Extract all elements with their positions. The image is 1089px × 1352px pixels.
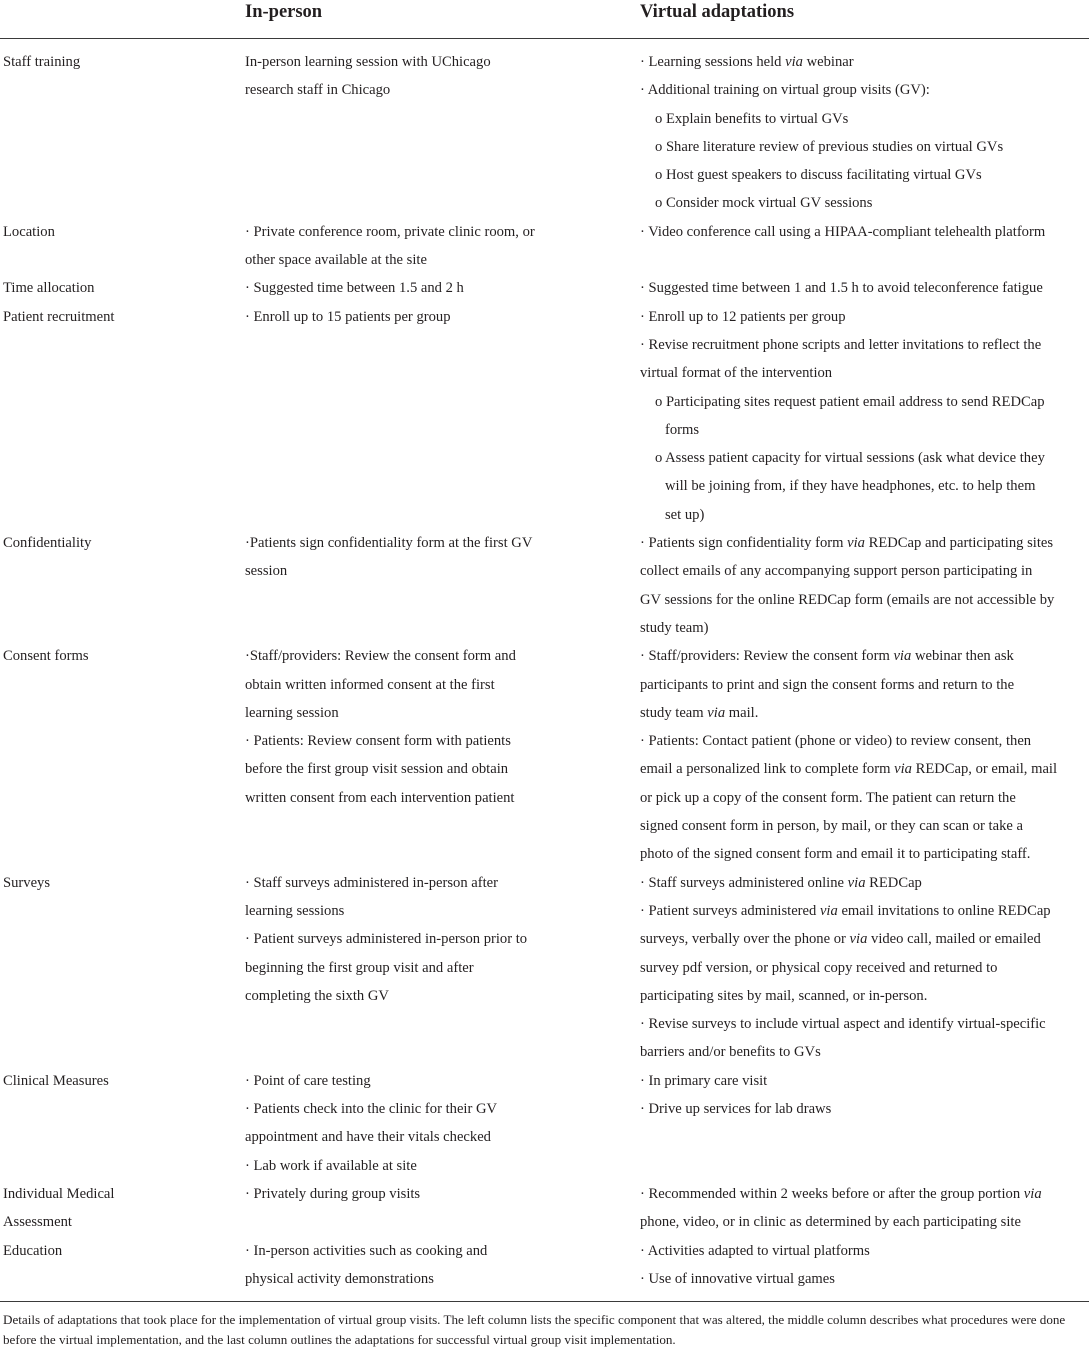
virtual-text bbox=[640, 1265, 1087, 1293]
virtual-text bbox=[640, 331, 1087, 359]
virtual-text bbox=[640, 501, 1087, 529]
component-cell bbox=[3, 1237, 223, 1265]
in-person-text: session bbox=[245, 563, 288, 580]
component-label: Confidentiality bbox=[3, 535, 92, 552]
virtual-text bbox=[640, 925, 1087, 953]
in-person-text: · Patient surveys administered in-person prior to bbox=[245, 931, 528, 948]
component-label: Consent forms bbox=[3, 648, 89, 665]
virtual-text-part: email a personalized link to complete form bbox=[640, 761, 895, 778]
virtual-cell bbox=[640, 869, 1087, 1067]
virtual-text bbox=[640, 840, 1087, 868]
virtual-text-part: · Learning sessions held bbox=[640, 54, 786, 70]
virtual-text-part: · Suggested time between 1 and 1.5 h to avoid teleconference fatigue bbox=[640, 280, 1043, 297]
virtual-text-part: · Enroll up to 12 patients per group bbox=[640, 308, 846, 325]
virtual-text-emphasis: via bbox=[893, 648, 912, 665]
in-person-text: · Privately during group visits bbox=[245, 1186, 421, 1202]
component-label: Individual Medical bbox=[3, 1186, 115, 1202]
in-person-text: obtain written informed consent at the first bbox=[245, 676, 495, 693]
virtual-text-part: · Video conference call using a HIPAA-compliant telehealth platform bbox=[640, 223, 1046, 240]
in-person-text: · Patients check into the clinic for their GV bbox=[245, 1101, 498, 1118]
virtual-text bbox=[640, 954, 1087, 982]
in-person-cell bbox=[245, 642, 615, 812]
in-person-text: ·Staff/providers: Review the consent form and bbox=[245, 648, 516, 665]
virtual-text-part: · Patients: Contact patient (phone or video) to review consent, then bbox=[640, 733, 1032, 750]
component-label: Time allocation bbox=[3, 280, 95, 297]
virtual-text-part: set up) bbox=[665, 506, 705, 523]
virtual-text bbox=[640, 416, 1087, 444]
table-bottom-rule bbox=[0, 1301, 1089, 1302]
in-person-text: ·Patients sign confidentiality form at the first GV bbox=[245, 535, 533, 552]
virtual-text-part: collect emails of any accompanying support person participating in bbox=[640, 563, 1033, 580]
in-person-cell bbox=[245, 303, 615, 331]
virtual-text-part: o Consider mock virtual GV sessions bbox=[655, 195, 873, 212]
virtual-text-part: signed consent form in person, by mail, or they can scan or take a bbox=[640, 818, 1023, 835]
virtual-text-part: participants to print and sign the consent forms and return to the bbox=[640, 676, 1015, 693]
virtual-text bbox=[640, 812, 1087, 840]
virtual-text-part: study team) bbox=[640, 619, 709, 636]
virtual-text-part: survey pdf version, or physical copy received and returned to bbox=[640, 959, 998, 976]
virtual-text bbox=[640, 189, 1087, 217]
virtual-text-part: virtual format of the intervention bbox=[640, 365, 833, 382]
in-person-text: In-person learning session with UChicago bbox=[245, 54, 491, 70]
virtual-text-part: barriers and/or benefits to GVs bbox=[640, 1044, 821, 1061]
in-person-text: physical activity demonstrations bbox=[245, 1270, 434, 1287]
virtual-text-part: · Patients sign confidentiality form bbox=[640, 535, 848, 552]
virtual-text-emphasis: via bbox=[819, 902, 838, 919]
virtual-text-part: REDCap and participating sites bbox=[864, 535, 1054, 552]
virtual-text bbox=[640, 727, 1087, 755]
virtual-cell bbox=[640, 1237, 1087, 1294]
virtual-text bbox=[640, 76, 1087, 104]
virtual-text bbox=[640, 529, 1087, 557]
virtual-text bbox=[640, 218, 1087, 246]
virtual-text bbox=[640, 586, 1087, 614]
component-cell bbox=[3, 1067, 223, 1095]
virtual-text bbox=[640, 1208, 1087, 1236]
virtual-text-part: REDCap, or email, mail bbox=[911, 761, 1058, 778]
virtual-cell bbox=[640, 274, 1087, 302]
virtual-text bbox=[640, 784, 1087, 812]
in-person-text: · Private conference room, private clinic room, or bbox=[245, 223, 535, 240]
in-person-text: written consent from each intervention patient bbox=[245, 789, 515, 806]
virtual-text bbox=[640, 472, 1087, 500]
in-person-cell bbox=[245, 48, 615, 105]
component-cell bbox=[3, 1180, 223, 1237]
virtual-text-part: · Use of innovative virtual games bbox=[640, 1270, 835, 1287]
virtual-text bbox=[640, 557, 1087, 585]
table-header bbox=[0, 0, 1089, 39]
virtual-text bbox=[640, 1038, 1087, 1066]
virtual-text bbox=[640, 671, 1087, 699]
in-person-text: research staff in Chicago bbox=[245, 82, 391, 99]
component-label: Staff training bbox=[3, 54, 81, 70]
table-caption: Details of adaptations that took place for the implementation of virtual group visits. The left column lists the specific component that was altered, the middle column describes what procedures were done before the virtual implementation, and the last column outlines the adaptations for successful virtual group visit implementation. bbox=[3, 1312, 1066, 1347]
in-person-text: learning session bbox=[245, 704, 339, 721]
in-person-cell bbox=[245, 1180, 615, 1208]
virtual-cell bbox=[640, 48, 1087, 218]
virtual-text-part: study team bbox=[640, 704, 708, 721]
in-person-text: · Suggested time between 1.5 and 2 h bbox=[245, 280, 464, 297]
virtual-text bbox=[640, 105, 1087, 133]
component-cell bbox=[3, 642, 223, 670]
virtual-text-part: · Drive up services for lab draws bbox=[640, 1101, 832, 1118]
virtual-text-emphasis: via bbox=[707, 704, 726, 721]
virtual-text bbox=[640, 161, 1087, 189]
virtual-text-part: or pick up a copy of the consent form. The patient can return the bbox=[640, 789, 1016, 806]
in-person-text: · Point of care testing bbox=[245, 1072, 371, 1089]
virtual-text bbox=[640, 359, 1087, 387]
in-person-text: · Staff surveys administered in-person after bbox=[245, 874, 499, 891]
virtual-text-part: REDCap bbox=[865, 874, 922, 891]
virtual-text bbox=[640, 897, 1087, 925]
virtual-text bbox=[640, 388, 1087, 416]
virtual-text-emphasis: via bbox=[894, 761, 912, 778]
virtual-text-part: · Activities adapted to virtual platforms bbox=[640, 1242, 870, 1259]
virtual-text-part: surveys, verbally over the phone or bbox=[640, 931, 850, 948]
component-cell bbox=[3, 274, 223, 302]
virtual-text bbox=[640, 699, 1087, 727]
header-virtual-adaptations: Virtual adaptations bbox=[640, 2, 795, 22]
virtual-text bbox=[640, 614, 1087, 642]
in-person-text: before the first group visit session and obtain bbox=[245, 761, 509, 778]
virtual-text-emphasis: via bbox=[849, 931, 868, 948]
virtual-text bbox=[640, 1180, 1087, 1208]
virtual-text-part: · Staff surveys administered online bbox=[640, 874, 848, 891]
virtual-text-part: o Share literature review of previous studies on virtual GVs bbox=[655, 138, 1004, 155]
virtual-text-part: · Recommended within 2 weeks before or after the group portion bbox=[640, 1186, 1024, 1202]
virtual-text-part: email invitations to online REDCap bbox=[837, 902, 1051, 919]
in-person-text: beginning the first group visit and after bbox=[245, 959, 474, 976]
virtual-text-part: phone, video, or in clinic as determined by each participating site bbox=[640, 1214, 1021, 1231]
virtual-text-part: participating sites by mail, scanned, or in-person. bbox=[640, 987, 928, 1004]
component-cell bbox=[3, 529, 223, 557]
in-person-cell bbox=[245, 529, 615, 586]
in-person-text: · In-person activities such as cooking and bbox=[245, 1242, 488, 1259]
virtual-text-part: o Host guest speakers to discuss facilitating virtual GVs bbox=[655, 167, 982, 184]
component-cell bbox=[3, 869, 223, 897]
virtual-text-part: video call, mailed or emailed bbox=[867, 931, 1041, 948]
virtual-text bbox=[640, 1067, 1087, 1095]
virtual-text-part: webinar then ask bbox=[911, 648, 1014, 665]
virtual-cell bbox=[640, 218, 1087, 246]
virtual-text bbox=[640, 444, 1087, 472]
virtual-text-part: o Assess patient capacity for virtual sessions (ask what device they bbox=[655, 450, 1045, 467]
component-label: Location bbox=[3, 223, 55, 240]
in-person-cell bbox=[245, 1237, 615, 1294]
virtual-text bbox=[640, 982, 1087, 1010]
in-person-text: · Patients: Review consent form with patients bbox=[245, 733, 511, 750]
virtual-text-part: · Additional training on virtual group visits (GV): bbox=[640, 82, 930, 99]
in-person-cell bbox=[245, 1067, 615, 1180]
virtual-text bbox=[640, 1237, 1087, 1265]
virtual-text-part: · Staff/providers: Review the consent form bbox=[640, 648, 894, 665]
virtual-text-part: · In primary care visit bbox=[640, 1072, 768, 1089]
virtual-text bbox=[640, 303, 1087, 331]
virtual-text-part: o Participating sites request patient email address to send REDCap bbox=[655, 393, 1045, 410]
virtual-text bbox=[640, 869, 1087, 897]
in-person-text: completing the sixth GV bbox=[245, 987, 389, 1004]
component-label: Assessment bbox=[3, 1214, 72, 1231]
virtual-text-part: GV sessions for the online REDCap form (emails are not accessible by bbox=[640, 591, 1055, 608]
virtual-text-emphasis: via bbox=[847, 535, 865, 552]
virtual-cell bbox=[640, 1067, 1087, 1124]
virtual-text bbox=[640, 133, 1087, 161]
virtual-cell bbox=[640, 529, 1087, 642]
virtual-text-part: photo of the signed consent form and email it to participating staff. bbox=[640, 846, 1031, 863]
virtual-cell bbox=[640, 642, 1087, 868]
component-label: Patient recruitment bbox=[3, 308, 115, 325]
virtual-text-part: will be joining from, if they have headphones, etc. to help them bbox=[665, 478, 1036, 495]
in-person-cell bbox=[245, 869, 615, 1010]
virtual-text-emphasis: via bbox=[785, 54, 803, 70]
virtual-cell bbox=[640, 303, 1087, 529]
virtual-text-part: forms bbox=[665, 421, 700, 438]
component-label: Surveys bbox=[3, 874, 51, 891]
in-person-cell bbox=[245, 274, 615, 302]
in-person-text: · Lab work if available at site bbox=[245, 1157, 417, 1174]
virtual-text-emphasis: via bbox=[847, 874, 866, 891]
in-person-cell bbox=[245, 218, 615, 275]
component-cell bbox=[3, 48, 223, 76]
in-person-text: · Enroll up to 15 patients per group bbox=[245, 308, 451, 325]
virtual-text bbox=[640, 48, 1087, 76]
virtual-text bbox=[640, 274, 1087, 302]
component-cell bbox=[3, 218, 223, 246]
virtual-text bbox=[640, 642, 1087, 670]
virtual-text bbox=[640, 1010, 1087, 1038]
in-person-text: other space available at the site bbox=[245, 252, 427, 269]
virtual-text bbox=[640, 1095, 1087, 1123]
virtual-text-part: · Revise surveys to include virtual aspect and identify virtual-specific bbox=[640, 1016, 1046, 1033]
virtual-text-part: mail. bbox=[725, 704, 759, 721]
virtual-text-emphasis: via bbox=[1023, 1186, 1042, 1202]
virtual-text-part: · Patient surveys administered bbox=[640, 902, 820, 919]
component-cell bbox=[3, 303, 223, 331]
component-label: Clinical Measures bbox=[3, 1072, 109, 1089]
virtual-cell bbox=[640, 1180, 1087, 1237]
in-person-text: learning sessions bbox=[245, 902, 345, 919]
header-in-person: In-person bbox=[245, 2, 323, 22]
component-label: Education bbox=[3, 1242, 63, 1259]
in-person-text: appointment and have their vitals checked bbox=[245, 1129, 491, 1146]
virtual-text bbox=[640, 755, 1087, 783]
virtual-text-part: · Revise recruitment phone scripts and letter invitations to reflect the bbox=[640, 336, 1042, 353]
virtual-text-part: o Explain benefits to virtual GVs bbox=[655, 110, 849, 127]
virtual-text-part: webinar bbox=[802, 54, 854, 70]
